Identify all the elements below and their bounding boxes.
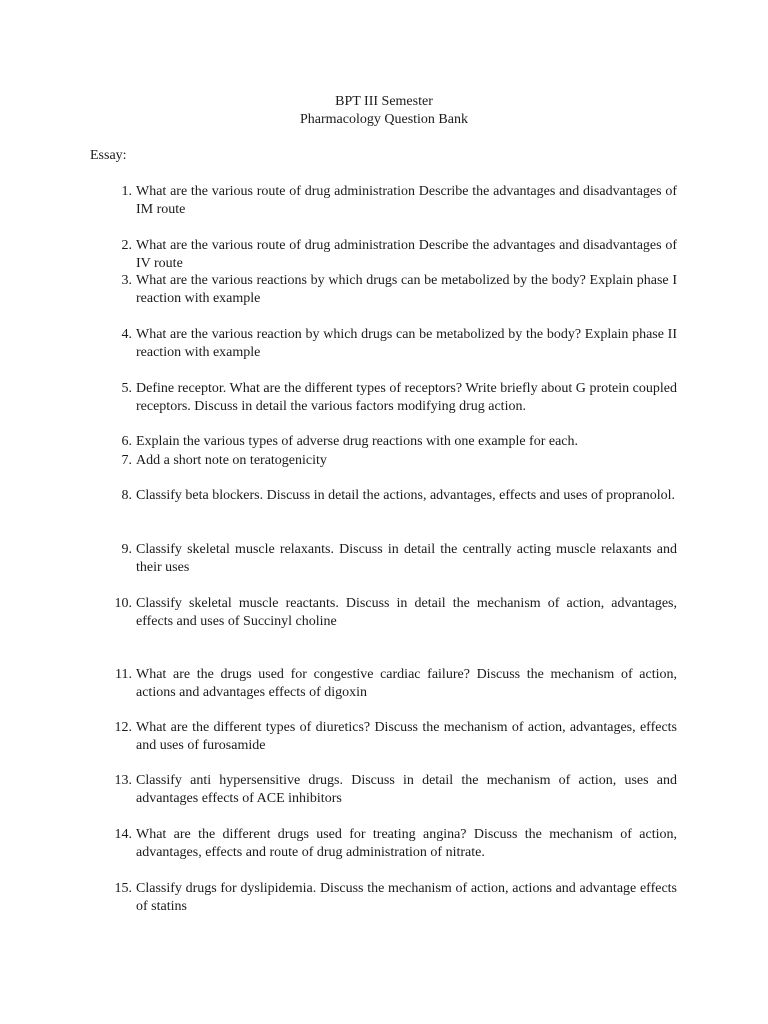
- question-number: 8.: [121, 488, 132, 503]
- question-text: Classify skeletal muscle relaxants. Discuss in detail the centrally acting muscle relaxants and their uses: [136, 542, 677, 575]
- question-number: 7.: [121, 453, 132, 468]
- question-number: 14.: [114, 827, 132, 842]
- document-title-line-1: BPT III Semester: [335, 94, 433, 109]
- question-number: 5.: [121, 381, 132, 396]
- question-item: [114, 772, 677, 808]
- question-item: [121, 433, 677, 451]
- question-text: Classify skeletal muscle reactants. Discuss in detail the mechanism of action, advantages, effects and uses of Succinyl choline: [136, 596, 677, 629]
- question-item: [114, 595, 677, 631]
- question-number: 9.: [121, 542, 132, 557]
- question-number: 13.: [114, 773, 132, 788]
- question-text: What are the different drugs used for treating angina? Discuss the mechanism of action, advantages, effects and route of drug administration of nitrate.: [136, 827, 677, 860]
- question-text: Classify drugs for dyslipidemia. Discuss the mechanism of action, actions and advantage effects of statins: [136, 881, 677, 914]
- question-item: [121, 237, 677, 273]
- question-item: [121, 487, 677, 505]
- question-number: 15.: [114, 881, 132, 896]
- question-text: What are the drugs used for congestive cardiac failure? Discuss the mechanism of action, actions and advantages effects of digoxin: [136, 667, 677, 700]
- question-number: 1.: [121, 184, 132, 199]
- question-number: 6.: [121, 434, 132, 449]
- question-number: 12.: [114, 720, 132, 735]
- question-item: [121, 272, 677, 308]
- question-text: What are the different types of diuretics? Discuss the mechanism of action, advantages, effects and uses of furosamide: [136, 720, 677, 753]
- question-item: [121, 326, 677, 362]
- question-text: What are the various reaction by which drugs can be metabolized by the body? Explain phase II reaction with example: [136, 327, 677, 360]
- question-text: Classify anti hypersensitive drugs. Discuss in detail the mechanism of action, uses and advantages effects of ACE inhibitors: [136, 773, 677, 806]
- question-item: [121, 541, 677, 577]
- question-item: [121, 380, 677, 416]
- question-item: [114, 880, 677, 916]
- question-number: 11.: [115, 667, 132, 682]
- section-heading-essay: Essay:: [90, 148, 127, 163]
- question-item: [121, 452, 677, 470]
- question-text: Add a short note on teratogenicity: [136, 453, 327, 468]
- question-text: Explain the various types of adverse drug reactions with one example for each.: [136, 434, 579, 449]
- question-item: [115, 666, 677, 702]
- question-text: What are the various route of drug administration Describe the advantages and disadvantages of IV route: [136, 238, 677, 271]
- question-text: Classify beta blockers. Discuss in detail the actions, advantages, effects and uses of propranolol.: [136, 488, 675, 503]
- question-text: What are the various reactions by which drugs can be metabolized by the body? Explain phase I reaction with example: [136, 273, 677, 306]
- question-number: 2.: [121, 238, 132, 253]
- question-item: [114, 719, 677, 755]
- question-text: What are the various route of drug administration Describe the advantages and disadvantages of IM route: [136, 184, 677, 217]
- document-title-line-2: Pharmacology Question Bank: [300, 112, 468, 127]
- question-number: 3.: [121, 273, 132, 288]
- question-number: 4.: [121, 327, 132, 342]
- question-text: Define receptor. What are the different types of receptors? Write briefly about G protein coupled receptors. Discuss in detail the various factors modifying drug action.: [136, 381, 677, 414]
- question-item: [121, 183, 677, 219]
- question-item: [114, 826, 677, 862]
- question-number: 10.: [114, 596, 132, 611]
